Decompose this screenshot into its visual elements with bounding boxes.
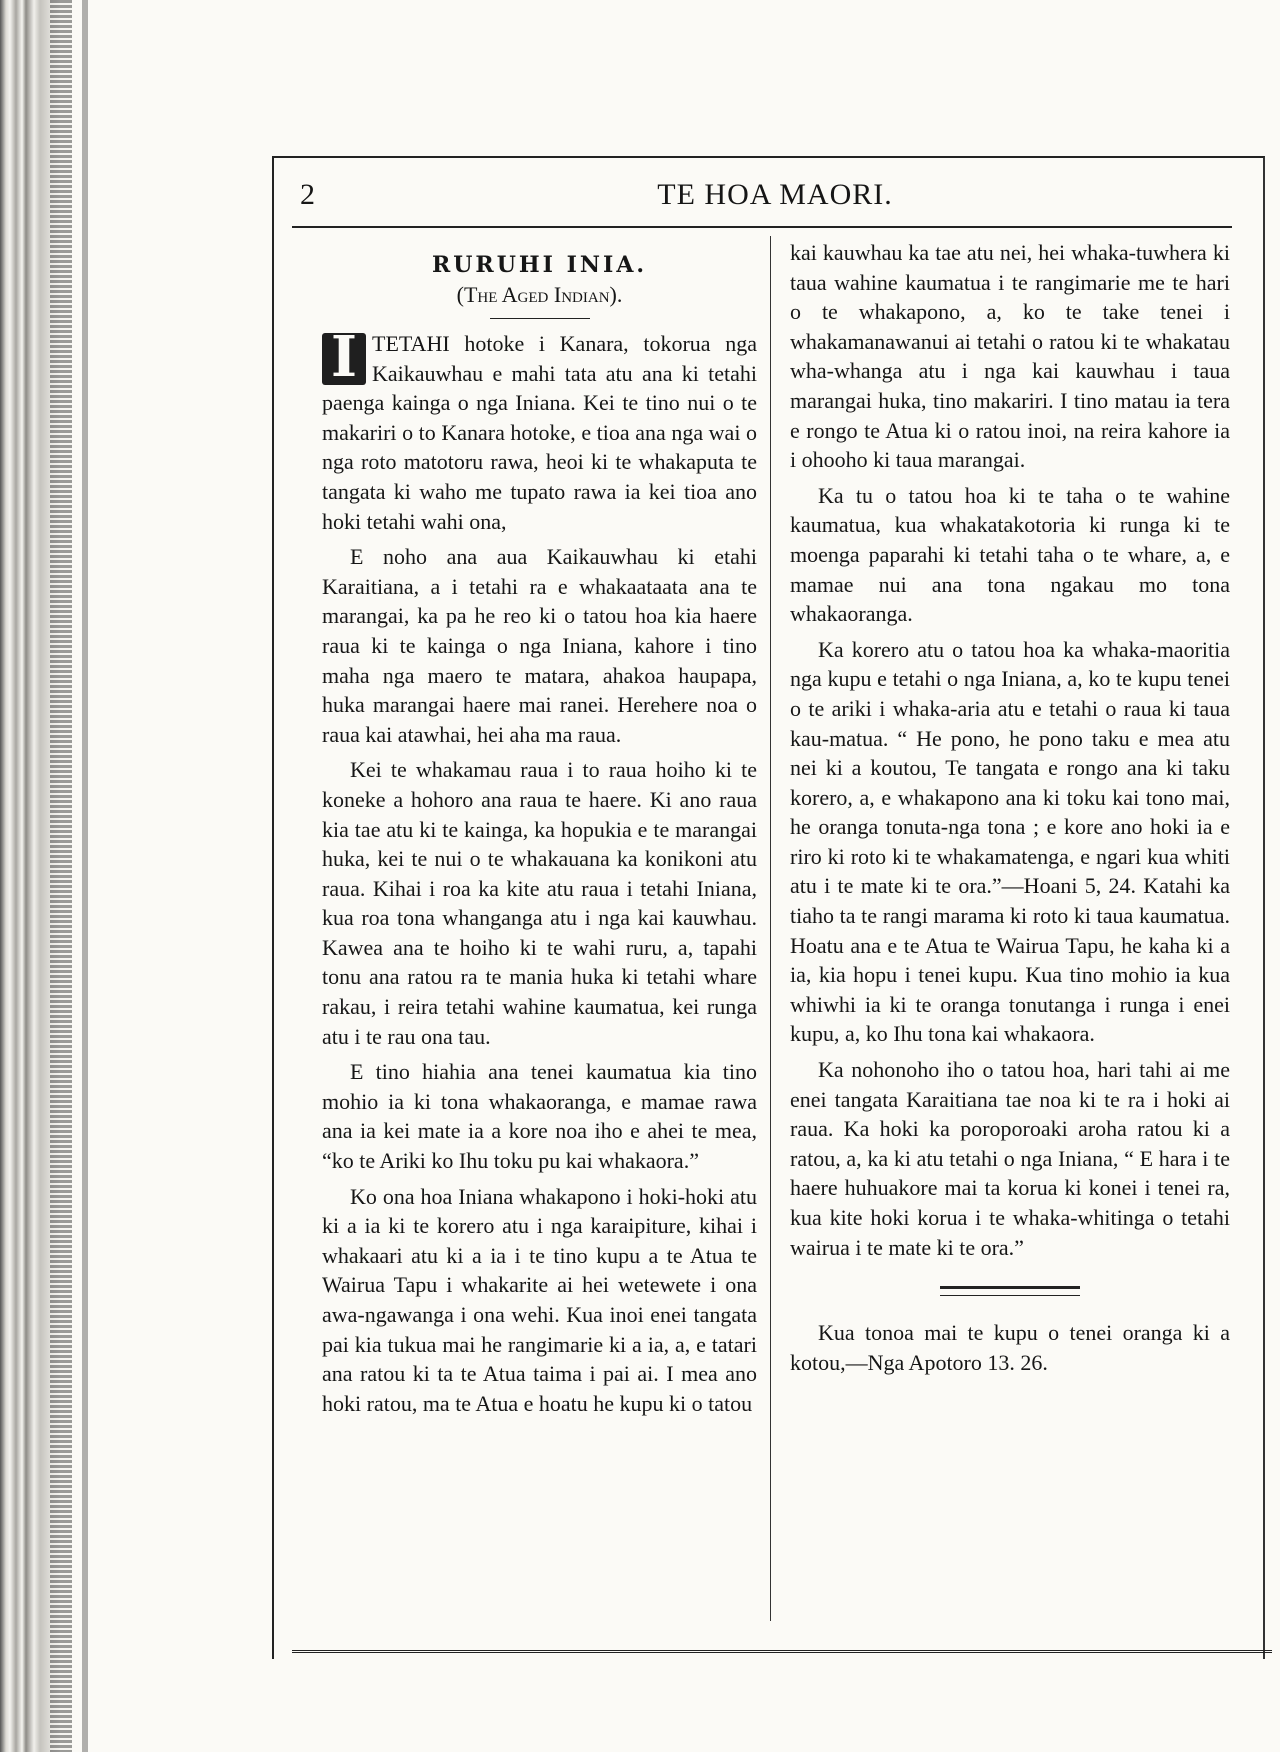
paragraph: Ka nohonoho iho o tatou hoa, hari tahi ai me enei tangata Karaitiana tae noa ki te ra i hoki ai raua. Ka hoki ka poroporoaki aroha ratou ki a ratou, a, ka ki atu tetahi o nga Iniana, “ E hara i te haere huhuakore mai ta korua ki konei i tenei ra, kua kite hoki korua i te whaka-whitinga o tetahi wairua i te mate ki te ora.”: [790, 1057, 1230, 1260]
paragraph: I TETAHI hotoke i Kanara, tokorua nga Kaikauwhau e mahi tata atu ana ki tetahi paenga kainga o nga Iniana. Kei te tino nui o te makariri o to Kanara hotoke, e tioa ana nga wai o nga roto matotoru rawa, heoi ki te whakaputa te tangata ki waho me tupato rawa ia kei tioa ano hoki tetahi wahi ona,: [322, 324, 757, 534]
page-bottom-rule: [292, 1650, 1272, 1653]
paragraph: Ko ona hoa Iniana whakapono i hoki-hoki atu ki a ia ki te korero atu i nga karaipiture, kihai i whakaari atu ki a ia i te tino kupu a te Atua te Wairua Tapu i whakarite ai hei wetewete i ona awa-ngawanga i ona wehi. Kua inoi enei tangata pai kia tukua mai he rangimarie ki a ia, a, e tatari ana ratou ki ta te Atua taima i pai ai. I mea ano hoki ratou, ma te Atua e hoatu he kupu ki o tatou: [322, 1183, 757, 1416]
journal-title: TE HOA MAORI.: [657, 178, 893, 211]
section-ornament: [940, 1286, 1080, 1296]
closing-text: Kua tonoa mai te kupu o tenei oranga ki a kotou,—Nga Apotoro 13. 26.: [790, 1320, 1230, 1375]
scan-binding-edge: [0, 0, 60, 1752]
page-header: [300, 172, 1250, 222]
article-title: RURUHI INIA.: [431, 252, 648, 278]
title-rule: [490, 318, 590, 319]
article-subtitle: (The Aged Indian).: [456, 282, 623, 307]
paragraph: Ka tu o tatou hoa ki te taha o te wahine kaumatua, kua whakatakotoria ki runga ki te moenga paparahi ki tetahi taha o te whare, a, e mamae nui ana tona ngakau mo tona whakaoranga.: [790, 482, 1230, 627]
drop-cap: I: [322, 333, 366, 385]
closing-verse: [790, 1318, 1230, 1377]
column-divider: [770, 236, 771, 1621]
paragraph: E tino hiahia ana tenei kaumatua kia tino mohio ia ki tona whakaoranga, e mamae rawa ana ia kei mate ia a kore noa iho e ahei te mea, “ko te Ariki ko Ihu toku pu kai whakaora.”: [322, 1059, 757, 1174]
header-rule: [292, 226, 1232, 228]
scan-binding-stitch: [50, 0, 72, 1752]
paragraph: kai kauwhau ka tae atu nei, hei whaka-tuwhera ki taua wahine kaumatua i te rangimarie me te hari o te whakapono, a, ko te take tenei i whakamanawanui ai tetahi o ratou ki te whakatau wha-whanga atu i nga kai kauwhau i taua marangai huka, tino makariri. I tino matau ia tera e rongo te Atua ki o ratou inoi, na reira kahore ia i ohooho ki taua marangai.: [790, 240, 1230, 473]
page-number: 2: [300, 178, 315, 211]
paragraph: Kei te whakamau raua i to raua hoiho ki te koneke a hohoro ana raua te haere. Ki ano raua kia tae atu ki te kainga, ka hopukia e te marangai huka, kei te nui o te whakauana ka konikoni atu raua. Kihai i roa ka kite atu raua i tetahi Iniana, kua roa tona whanganga atu i nga kai kauwhau. Kawea ana te hoiho ki te wahi ruru, a, tapahi tonu ana ratou ra te mania huka ki tetahi whare rakau, i reira tetahi wahine kaumatua, kei runga atu i te rau ona tau.: [322, 757, 757, 1049]
right-column: [790, 238, 1230, 1383]
scan-binding-shadow: [82, 0, 88, 1752]
paragraph: Ka korero atu o tatou hoa ka whaka-maoritia nga kupu e tetahi o nga Iniana, a, ko te kupu tenei o te ariki i whaka-aria atu e tetahi o raua ki taua kau-matua. “ He pono, he pono taku e mea atu nei ki a koutou, Te tangata e rongo ana ki taku korero, a, e whakapono ana ki toku kai tono mai, he oranga tonuta-nga tona ; e kore ano hoki ia e riro ki roto ki te whakamatenga, e ngari kua whiti atu i te mate ki te ora.”—Hoani 5, 24. Katahi ka tiaho ta te rangi marama ki roto ki taua kaumatua. Hoatu ana e te Atua te Wairua Tapu, he kaha ki a ia, kia hopu i tenei kupu. Kua tino mohio ia kua whiwhi ia ki te oranga tonutanga i runga i enei kupu, a, ko Ihu tona kai whakaora.: [790, 636, 1230, 1047]
paragraph: E noho ana aua Kaikauwhau ki etahi Karaitiana, a i tetahi ra e whakaataata ana te marangai, ka pa he reo ki o tatou hoa kia haere raua ki te kainga o nga Iniana, kahore i tino maha nga maero te matara, ahakoa haupapa, huka marangai haere mai ranei. Herehere noa o raua kai atawhai, hei aha ma raua.: [322, 544, 757, 747]
article-subtitle-text: The Aged Indian: [463, 282, 610, 307]
left-column: [322, 238, 757, 1424]
